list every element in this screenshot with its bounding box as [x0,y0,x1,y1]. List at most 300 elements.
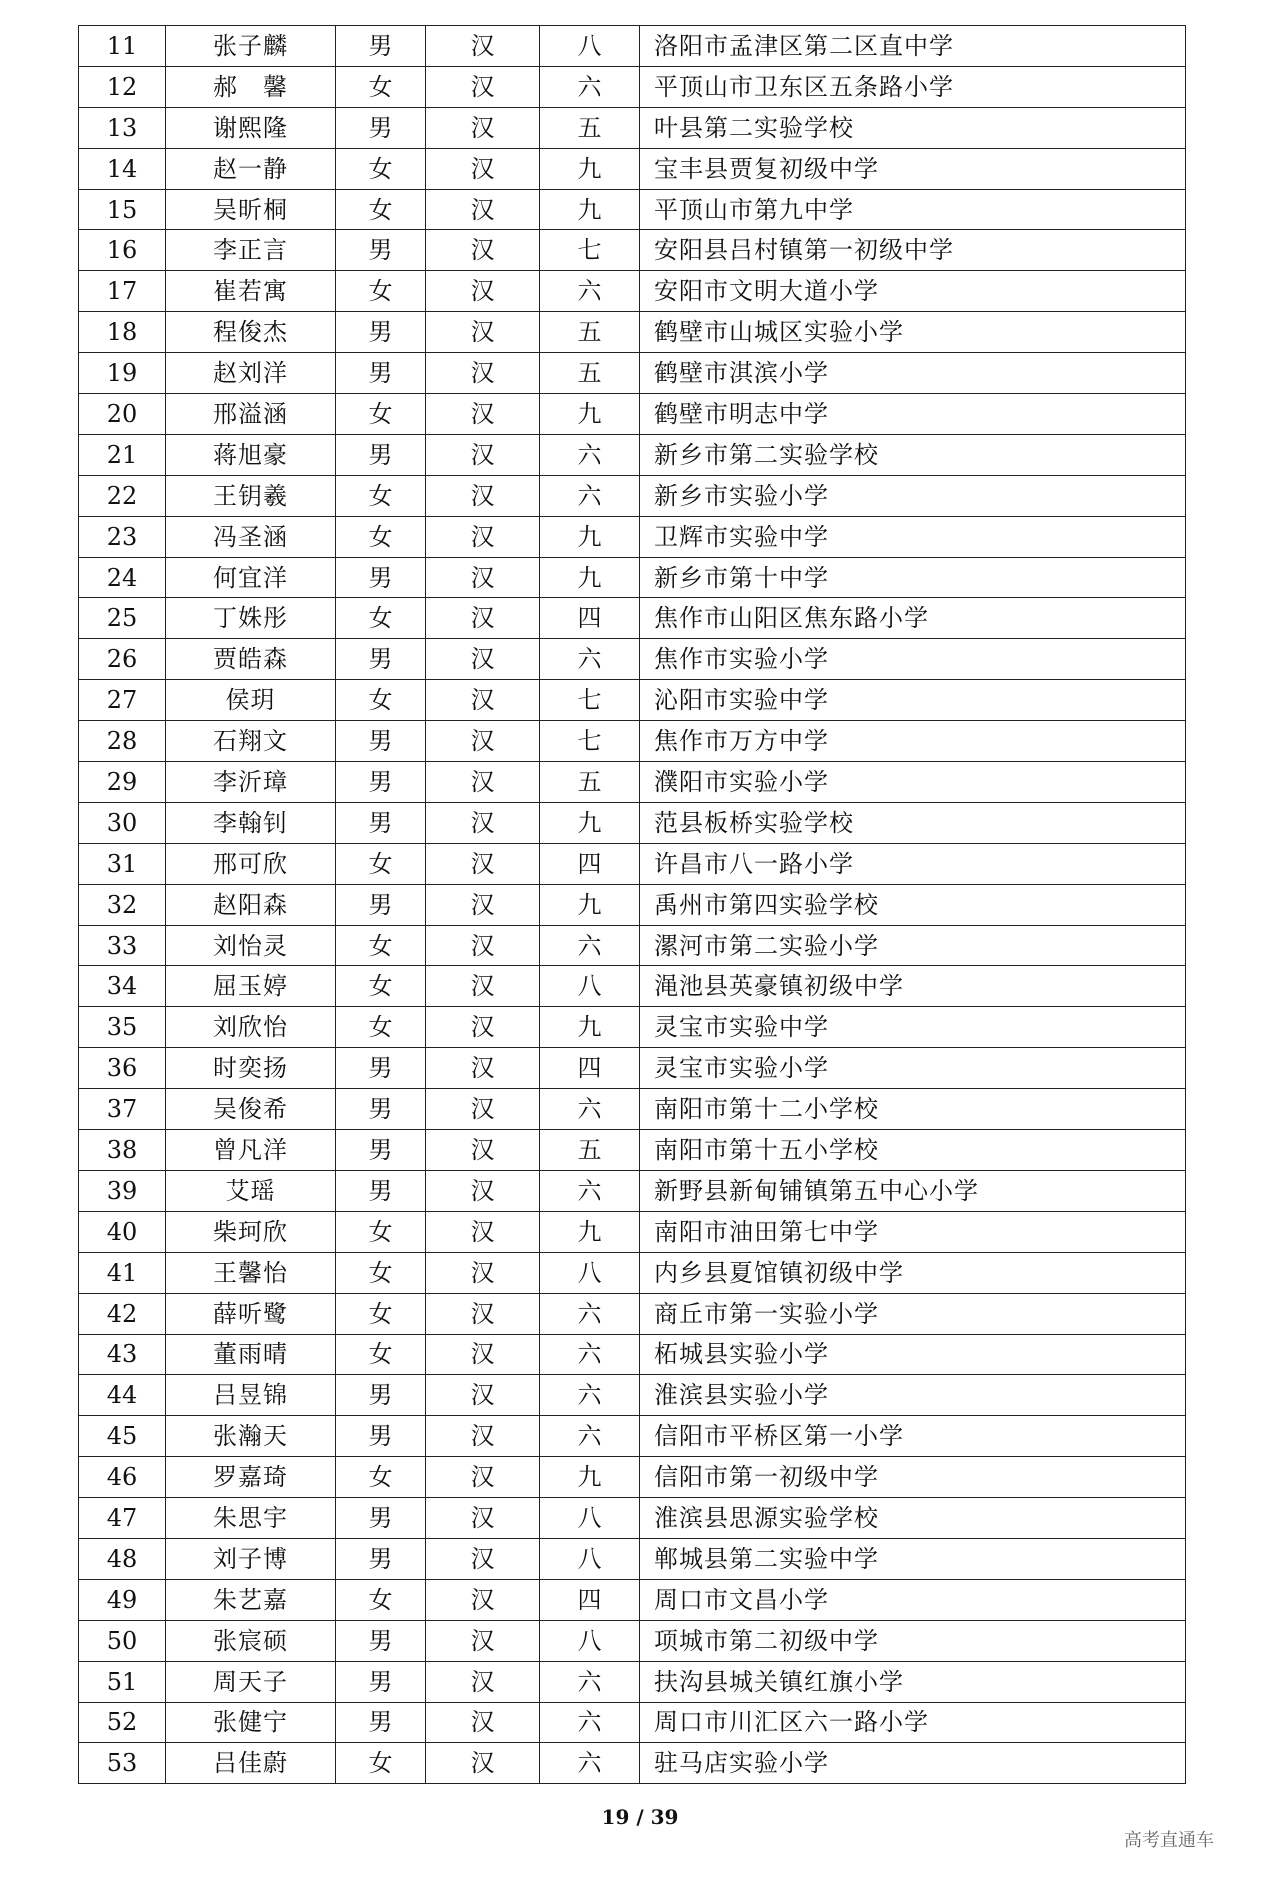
school-name-cell: 焦作市山阳区焦东路小学 [640,598,1186,639]
gender-cell: 男 [336,884,426,925]
school-name-cell: 渑池县英豪镇初级中学 [640,966,1186,1007]
grade-cell: 六 [540,1170,640,1211]
grade-cell: 九 [540,189,640,230]
student-name-cell: 刘怡灵 [166,925,336,966]
ethnicity-cell: 汉 [426,1743,540,1784]
student-name-cell: 李翰钊 [166,802,336,843]
row-number-cell: 19 [79,353,166,394]
gender-cell: 男 [336,230,426,271]
school-name-cell: 新乡市第十中学 [640,557,1186,598]
roster-body [79,26,1186,1784]
table-row [79,680,1186,721]
student-name-cell: 赵阳森 [166,884,336,925]
grade-cell: 九 [540,557,640,598]
table-row [79,1416,1186,1457]
student-name-cell: 蒋旭豪 [166,434,336,475]
gender-cell: 女 [336,1293,426,1334]
gender-cell: 男 [336,1089,426,1130]
gender-cell: 女 [336,843,426,884]
gender-cell: 女 [336,598,426,639]
table-row [79,148,1186,189]
gender-cell: 男 [336,1538,426,1579]
row-number-cell: 43 [79,1334,166,1375]
grade-cell: 五 [540,1130,640,1171]
grade-cell: 五 [540,353,640,394]
grade-cell: 六 [540,66,640,107]
ethnicity-cell: 汉 [426,1620,540,1661]
ethnicity-cell: 汉 [426,557,540,598]
table-row [79,1375,1186,1416]
school-name-cell: 安阳县吕村镇第一初级中学 [640,230,1186,271]
row-number-cell: 15 [79,189,166,230]
row-number-cell: 41 [79,1252,166,1293]
school-name-cell: 信阳市平桥区第一小学 [640,1416,1186,1457]
ethnicity-cell: 汉 [426,762,540,803]
school-name-cell: 安阳市文明大道小学 [640,271,1186,312]
ethnicity-cell: 汉 [426,1007,540,1048]
row-number-cell: 32 [79,884,166,925]
row-number-cell: 40 [79,1211,166,1252]
student-name-cell: 何宜洋 [166,557,336,598]
table-row [79,1661,1186,1702]
table-row [79,1089,1186,1130]
student-name-cell: 朱思宇 [166,1498,336,1539]
ethnicity-cell: 汉 [426,721,540,762]
grade-cell: 九 [540,1211,640,1252]
school-name-cell: 叶县第二实验学校 [640,107,1186,148]
row-number-cell: 39 [79,1170,166,1211]
row-number-cell: 44 [79,1375,166,1416]
grade-cell: 九 [540,802,640,843]
table-row [79,1538,1186,1579]
school-name-cell: 淮滨县思源实验学校 [640,1498,1186,1539]
gender-cell: 女 [336,271,426,312]
gender-cell: 女 [336,680,426,721]
gender-cell: 男 [336,802,426,843]
school-name-cell: 漯河市第二实验小学 [640,925,1186,966]
school-name-cell: 洛阳市孟津区第二区直中学 [640,26,1186,67]
student-name-cell: 刘欣怡 [166,1007,336,1048]
row-number-cell: 48 [79,1538,166,1579]
student-name-cell: 冯圣涵 [166,516,336,557]
grade-cell: 七 [540,721,640,762]
student-name-cell: 谢熙隆 [166,107,336,148]
grade-cell: 八 [540,26,640,67]
school-name-cell: 南阳市第十二小学校 [640,1089,1186,1130]
school-name-cell: 郸城县第二实验中学 [640,1538,1186,1579]
ethnicity-cell: 汉 [426,66,540,107]
student-name-cell: 王馨怡 [166,1252,336,1293]
ethnicity-cell: 汉 [426,1048,540,1089]
table-row [79,1293,1186,1334]
grade-cell: 八 [540,1252,640,1293]
gender-cell: 女 [336,475,426,516]
gender-cell: 男 [336,721,426,762]
ethnicity-cell: 汉 [426,1498,540,1539]
grade-cell: 八 [540,1538,640,1579]
row-number-cell: 36 [79,1048,166,1089]
student-name-cell: 艾瑶 [166,1170,336,1211]
ethnicity-cell: 汉 [426,884,540,925]
ethnicity-cell: 汉 [426,966,540,1007]
school-name-cell: 平顶山市卫东区五条路小学 [640,66,1186,107]
table-row [79,189,1186,230]
student-name-cell: 罗嘉琦 [166,1457,336,1498]
school-name-cell: 南阳市第十五小学校 [640,1130,1186,1171]
row-number-cell: 29 [79,762,166,803]
gender-cell: 男 [336,762,426,803]
gender-cell: 女 [336,189,426,230]
school-name-cell: 鹤壁市山城区实验小学 [640,312,1186,353]
school-name-cell: 南阳市油田第七中学 [640,1211,1186,1252]
row-number-cell: 38 [79,1130,166,1171]
row-number-cell: 42 [79,1293,166,1334]
school-name-cell: 信阳市第一初级中学 [640,1457,1186,1498]
page-number: 19 / 39 [601,1805,679,1829]
student-name-cell: 李正言 [166,230,336,271]
student-name-cell: 吕昱锦 [166,1375,336,1416]
row-number-cell: 16 [79,230,166,271]
gender-cell: 男 [336,557,426,598]
row-number-cell: 31 [79,843,166,884]
gender-cell: 女 [336,1457,426,1498]
table-row [79,107,1186,148]
ethnicity-cell: 汉 [426,271,540,312]
student-name-cell: 王钥羲 [166,475,336,516]
row-number-cell: 47 [79,1498,166,1539]
school-name-cell: 鹤壁市淇滨小学 [640,353,1186,394]
grade-cell: 四 [540,843,640,884]
student-name-cell: 吴俊希 [166,1089,336,1130]
row-number-cell: 21 [79,434,166,475]
row-number-cell: 50 [79,1620,166,1661]
school-name-cell: 濮阳市实验小学 [640,762,1186,803]
student-name-cell: 吕佳蔚 [166,1743,336,1784]
grade-cell: 九 [540,1007,640,1048]
gender-cell: 男 [336,26,426,67]
row-number-cell: 24 [79,557,166,598]
grade-cell: 六 [540,639,640,680]
school-name-cell: 周口市川汇区六一路小学 [640,1702,1186,1743]
ethnicity-cell: 汉 [426,1252,540,1293]
student-name-cell: 张宸硕 [166,1620,336,1661]
ethnicity-cell: 汉 [426,230,540,271]
table-row [79,353,1186,394]
row-number-cell: 33 [79,925,166,966]
table-row [79,884,1186,925]
row-number-cell: 26 [79,639,166,680]
grade-cell: 九 [540,148,640,189]
student-name-cell: 周天子 [166,1661,336,1702]
student-name-cell: 李沂璋 [166,762,336,803]
gender-cell: 女 [336,1252,426,1293]
table-row [79,1252,1186,1293]
student-name-cell: 郝 馨 [166,66,336,107]
table-row [79,1743,1186,1784]
student-name-cell: 朱艺嘉 [166,1579,336,1620]
student-name-cell: 崔若寓 [166,271,336,312]
grade-cell: 五 [540,107,640,148]
ethnicity-cell: 汉 [426,639,540,680]
school-name-cell: 平顶山市第九中学 [640,189,1186,230]
table-row [79,1170,1186,1211]
grade-cell: 四 [540,1048,640,1089]
student-roster-table [78,25,1186,1784]
gender-cell: 女 [336,1579,426,1620]
row-number-cell: 12 [79,66,166,107]
student-name-cell: 丁姝彤 [166,598,336,639]
student-name-cell: 时奕扬 [166,1048,336,1089]
table-row [79,762,1186,803]
row-number-cell: 23 [79,516,166,557]
table-row [79,475,1186,516]
grade-cell: 五 [540,312,640,353]
student-name-cell: 邢可欣 [166,843,336,884]
grade-cell: 六 [540,434,640,475]
table-row [79,802,1186,843]
school-name-cell: 范县板桥实验学校 [640,802,1186,843]
gender-cell: 女 [336,1007,426,1048]
table-row [79,598,1186,639]
row-number-cell: 18 [79,312,166,353]
school-name-cell: 许昌市八一路小学 [640,843,1186,884]
student-name-cell: 屈玉婷 [166,966,336,1007]
ethnicity-cell: 汉 [426,1661,540,1702]
student-name-cell: 张子麟 [166,26,336,67]
ethnicity-cell: 汉 [426,1579,540,1620]
row-number-cell: 35 [79,1007,166,1048]
row-number-cell: 17 [79,271,166,312]
table-row [79,1620,1186,1661]
gender-cell: 女 [336,394,426,435]
row-number-cell: 28 [79,721,166,762]
gender-cell: 男 [336,312,426,353]
grade-cell: 六 [540,1375,640,1416]
table-row [79,1579,1186,1620]
row-number-cell: 25 [79,598,166,639]
row-number-cell: 13 [79,107,166,148]
table-row [79,1702,1186,1743]
gender-cell: 女 [336,925,426,966]
row-number-cell: 52 [79,1702,166,1743]
gender-cell: 男 [336,1416,426,1457]
table-row [79,66,1186,107]
gender-cell: 男 [336,1702,426,1743]
gender-cell: 女 [336,1211,426,1252]
school-name-cell: 新乡市第二实验学校 [640,434,1186,475]
table-row [79,312,1186,353]
ethnicity-cell: 汉 [426,26,540,67]
table-row [79,557,1186,598]
student-name-cell: 贾皓森 [166,639,336,680]
grade-cell: 九 [540,884,640,925]
school-name-cell: 项城市第二初级中学 [640,1620,1186,1661]
table-row [79,1211,1186,1252]
grade-cell: 六 [540,1293,640,1334]
grade-cell: 六 [540,1743,640,1784]
gender-cell: 男 [336,1130,426,1171]
gender-cell: 男 [336,1048,426,1089]
student-name-cell: 张瀚天 [166,1416,336,1457]
row-number-cell: 34 [79,966,166,1007]
grade-cell: 六 [540,925,640,966]
grade-cell: 七 [540,680,640,721]
ethnicity-cell: 汉 [426,434,540,475]
gender-cell: 女 [336,1334,426,1375]
grade-cell: 八 [540,966,640,1007]
student-name-cell: 赵刘洋 [166,353,336,394]
grade-cell: 六 [540,1089,640,1130]
ethnicity-cell: 汉 [426,1416,540,1457]
school-name-cell: 鹤壁市明志中学 [640,394,1186,435]
ethnicity-cell: 汉 [426,802,540,843]
student-name-cell: 邢溢涵 [166,394,336,435]
grade-cell: 六 [540,1661,640,1702]
grade-cell: 六 [540,271,640,312]
school-name-cell: 新乡市实验小学 [640,475,1186,516]
grade-cell: 六 [540,1416,640,1457]
gender-cell: 女 [336,516,426,557]
row-number-cell: 20 [79,394,166,435]
table-row [79,230,1186,271]
ethnicity-cell: 汉 [426,148,540,189]
ethnicity-cell: 汉 [426,1211,540,1252]
ethnicity-cell: 汉 [426,107,540,148]
grade-cell: 九 [540,1457,640,1498]
gender-cell: 女 [336,966,426,1007]
school-name-cell: 灵宝市实验中学 [640,1007,1186,1048]
grade-cell: 八 [540,1620,640,1661]
grade-cell: 九 [540,394,640,435]
table-row [79,721,1186,762]
ethnicity-cell: 汉 [426,843,540,884]
school-name-cell: 宝丰县贾复初级中学 [640,148,1186,189]
table-row [79,271,1186,312]
ethnicity-cell: 汉 [426,1457,540,1498]
row-number-cell: 27 [79,680,166,721]
table-row [79,1498,1186,1539]
school-name-cell: 柘城县实验小学 [640,1334,1186,1375]
ethnicity-cell: 汉 [426,312,540,353]
student-name-cell: 吴昕桐 [166,189,336,230]
student-name-cell: 董雨晴 [166,1334,336,1375]
row-number-cell: 37 [79,1089,166,1130]
gender-cell: 男 [336,1661,426,1702]
table-row [79,639,1186,680]
student-name-cell: 曾凡洋 [166,1130,336,1171]
ethnicity-cell: 汉 [426,598,540,639]
row-number-cell: 30 [79,802,166,843]
school-name-cell: 扶沟县城关镇红旗小学 [640,1661,1186,1702]
gender-cell: 女 [336,66,426,107]
school-name-cell: 内乡县夏馆镇初级中学 [640,1252,1186,1293]
row-number-cell: 53 [79,1743,166,1784]
school-name-cell: 驻马店实验小学 [640,1743,1186,1784]
ethnicity-cell: 汉 [426,925,540,966]
gender-cell: 男 [336,1170,426,1211]
gender-cell: 女 [336,1743,426,1784]
table-row [79,434,1186,475]
grade-cell: 九 [540,516,640,557]
gender-cell: 男 [336,107,426,148]
student-name-cell: 程俊杰 [166,312,336,353]
table-row [79,1007,1186,1048]
ethnicity-cell: 汉 [426,516,540,557]
school-name-cell: 沁阳市实验中学 [640,680,1186,721]
grade-cell: 七 [540,230,640,271]
grade-cell: 六 [540,1702,640,1743]
table-row [79,966,1186,1007]
gender-cell: 男 [336,1375,426,1416]
row-number-cell: 14 [79,148,166,189]
ethnicity-cell: 汉 [426,353,540,394]
school-name-cell: 灵宝市实验小学 [640,1048,1186,1089]
table-row [79,925,1186,966]
grade-cell: 六 [540,1334,640,1375]
grade-cell: 六 [540,475,640,516]
school-name-cell: 卫辉市实验中学 [640,516,1186,557]
student-name-cell: 张健宁 [166,1702,336,1743]
row-number-cell: 45 [79,1416,166,1457]
school-name-cell: 焦作市万方中学 [640,721,1186,762]
school-name-cell: 新野县新甸铺镇第五中心小学 [640,1170,1186,1211]
table-row [79,1130,1186,1171]
ethnicity-cell: 汉 [426,189,540,230]
row-number-cell: 46 [79,1457,166,1498]
ethnicity-cell: 汉 [426,475,540,516]
ethnicity-cell: 汉 [426,1130,540,1171]
grade-cell: 八 [540,1498,640,1539]
school-name-cell: 焦作市实验小学 [640,639,1186,680]
student-name-cell: 赵一静 [166,148,336,189]
gender-cell: 男 [336,1498,426,1539]
ethnicity-cell: 汉 [426,1538,540,1579]
ethnicity-cell: 汉 [426,680,540,721]
student-name-cell: 薛听鹭 [166,1293,336,1334]
school-name-cell: 禹州市第四实验学校 [640,884,1186,925]
school-name-cell: 商丘市第一实验小学 [640,1293,1186,1334]
row-number-cell: 49 [79,1579,166,1620]
grade-cell: 四 [540,1579,640,1620]
grade-cell: 四 [540,598,640,639]
table-row [79,516,1186,557]
gender-cell: 男 [336,434,426,475]
gender-cell: 男 [336,639,426,680]
ethnicity-cell: 汉 [426,1089,540,1130]
ethnicity-cell: 汉 [426,1293,540,1334]
ethnicity-cell: 汉 [426,1334,540,1375]
ethnicity-cell: 汉 [426,1702,540,1743]
row-number-cell: 51 [79,1661,166,1702]
table-row [79,26,1186,67]
student-name-cell: 刘子博 [166,1538,336,1579]
ethnicity-cell: 汉 [426,1375,540,1416]
grade-cell: 五 [540,762,640,803]
row-number-cell: 22 [79,475,166,516]
watermark: 高考直通车 [1124,1830,1214,1851]
row-number-cell: 11 [79,26,166,67]
ethnicity-cell: 汉 [426,1170,540,1211]
school-name-cell: 周口市文昌小学 [640,1579,1186,1620]
table-row [79,1457,1186,1498]
school-name-cell: 淮滨县实验小学 [640,1375,1186,1416]
table-row [79,1334,1186,1375]
gender-cell: 女 [336,148,426,189]
table-row [79,1048,1186,1089]
student-name-cell: 侯玥 [166,680,336,721]
gender-cell: 男 [336,353,426,394]
student-name-cell: 柴珂欣 [166,1211,336,1252]
